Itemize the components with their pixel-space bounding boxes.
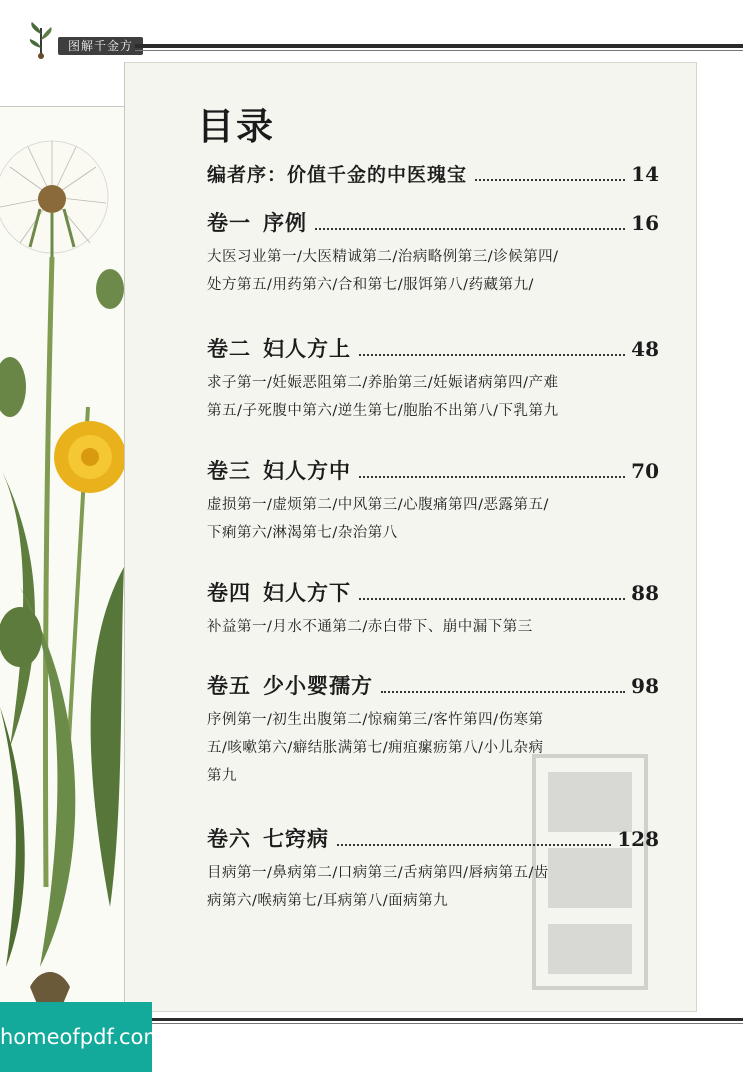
leader-dots (359, 354, 625, 356)
yellow-flower (54, 421, 124, 493)
dandelion-illustration (0, 106, 125, 1012)
chapter-line: 序例第一/初生出腹第二/惊痫第三/客忤第四/伤寒第 (207, 712, 544, 728)
volume-number: 卷四 (207, 580, 251, 605)
chapter-line: 求子第一/妊娠恶阻第二/养胎第三/妊娠诸病第四/产难 (207, 375, 559, 391)
page-number: 70 (631, 459, 659, 483)
chapter-list (207, 243, 659, 299)
chapter-line: 第九 (207, 768, 237, 784)
chapter-line: 补益第一/月水不通第二/赤白带下、崩中漏下第三 (207, 619, 533, 635)
page-number: 98 (631, 674, 659, 698)
chapter-line: 第五/子死腹中第六/逆生第七/胞胎不出第八/下乳第九 (207, 403, 559, 419)
volume-number: 卷二 (207, 336, 251, 361)
dandelion-drawing (0, 107, 124, 1011)
leader-dots (359, 598, 625, 600)
chapter-line: 目病第一/鼻病第二/口病第三/舌病第四/唇病第五/齿 (207, 865, 549, 881)
leader-dots (475, 179, 625, 181)
volume-title: 少小婴孺方 (263, 673, 373, 698)
toc-entry-vol1[interactable] (207, 207, 659, 299)
header-rule (135, 44, 743, 48)
page-number: 88 (631, 581, 659, 605)
volume-number: 卷六 (207, 826, 251, 851)
volume-title: 序例 (263, 210, 307, 235)
chapter-line: 处方第五/用药第六/合和第七/服饵第八/药藏第九/ (207, 277, 534, 293)
volume-number: 卷三 (207, 458, 251, 483)
toc-entry-vol2[interactable] (207, 333, 659, 425)
leader-dots (315, 228, 625, 230)
chapter-line: 大医习业第一/大医精诚第二/治病略例第三/诊候第四/ (207, 249, 559, 265)
page-number: 14 (631, 162, 659, 186)
running-title: 图解千金方 (58, 37, 143, 55)
volume-number: 卷五 (207, 673, 251, 698)
toc-entry-vol6[interactable] (207, 823, 659, 915)
toc-title: 目录 (197, 104, 275, 148)
leader-dots (381, 691, 625, 693)
toc-entry-vol3[interactable] (207, 455, 659, 547)
volume-number: 卷一 (207, 210, 251, 235)
watermark-link[interactable]: homeofpdf.com (0, 1002, 152, 1072)
chapter-list (207, 613, 659, 641)
page-number: 48 (631, 337, 659, 361)
chapter-line: 病第六/喉病第七/耳病第八/面病第九 (207, 893, 449, 909)
page-number: 128 (617, 827, 659, 851)
volume-title: 妇人方上 (263, 336, 351, 361)
chapter-line: 虚损第一/虚烦第二/中风第三/心腹痛第四/恶露第五/ (207, 497, 549, 513)
chapter-list (207, 859, 659, 915)
volume-title: 妇人方下 (263, 580, 351, 605)
chapter-list (207, 706, 659, 790)
herb-ornament-icon (26, 20, 56, 60)
header-rule-thin (135, 50, 743, 51)
chapter-list (207, 491, 659, 547)
chapter-line: 下痢第六/淋渴第七/杂治第八 (207, 525, 398, 541)
leader-dots (359, 476, 625, 478)
volume-title: 妇人方中 (263, 458, 351, 483)
toc-entry-preface[interactable] (207, 160, 659, 187)
volume-title: 七窍病 (263, 826, 329, 851)
toc-entry-vol4[interactable] (207, 577, 659, 641)
chapter-line: 五/咳嗽第六/癖结胀满第七/痈疽瘰疬第八/小儿杂病 (207, 740, 544, 756)
preface-label: 编者序：价值千金的中医瑰宝 (207, 164, 468, 186)
chapter-list (207, 369, 659, 425)
toc-entry-vol5[interactable] (207, 670, 659, 790)
leader-dots (337, 844, 611, 846)
page-number: 16 (631, 211, 659, 235)
